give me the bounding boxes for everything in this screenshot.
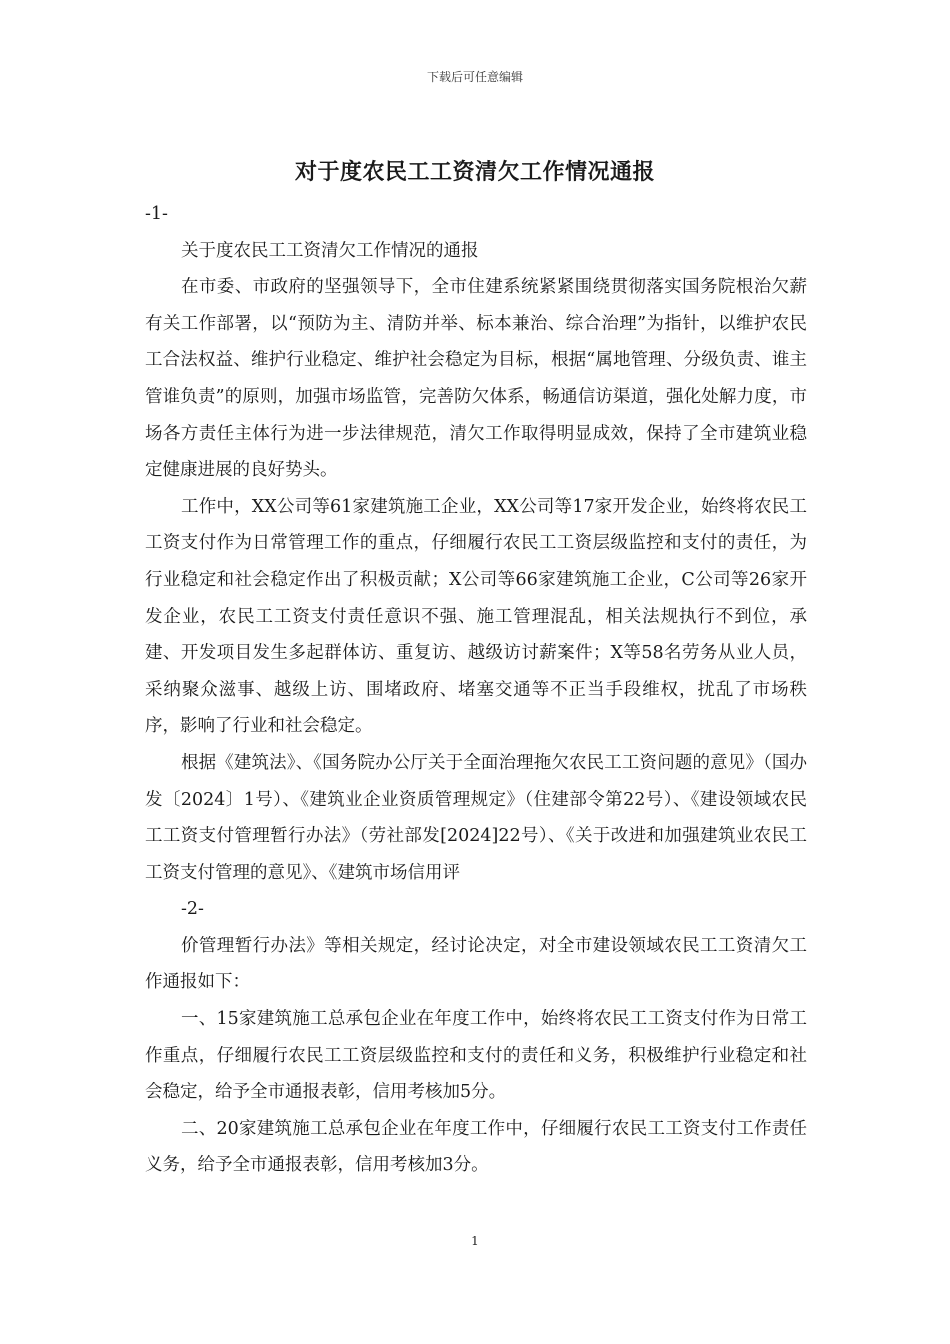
notice-subtitle: 关于度农民工工资清欠工作情况的通报	[181, 240, 479, 261]
header-note: 下载后可任意编辑	[426, 70, 523, 84]
page-marker-1: -1-	[145, 204, 168, 224]
document-title: 对于度农民工工资清欠工作情况通报	[294, 159, 655, 185]
page-number: 1	[471, 1234, 479, 1248]
paragraph-companies: 工作中，XX公司等61家建筑施工企业，XX公司等17家开发企业，始终将农民工工资支付作为日常管理工作的重点，仔细履行农民工工资层级监控和支付的责任，为行业稳定和社会稳定作出了积极贡献；X公司等66家建筑施工企业，C公司等26家开发企业，农民工工资支付责任意识不强、施工管理混乱，相关法规执行不到位，承建、开发项目发生多起群体访、重复访、越级访讨薪案件；X等58名劳务从业人员，采纳聚众滋事、越级上访、围堵政府、堵塞交通等不正当手段维权，扰乱了市场秩序，影响了行业和社会稳定。	[145, 496, 807, 737]
paragraph-item-one: 一、15家建筑施工总承包企业在年度工作中，始终将农民工工资支付作为日常工作重点，仔细履行农民工工资层级监控和支付的责任和义务，积极维护行业稳定和社会稳定，给予全市通报表彰，信用考核加5分。	[145, 1009, 807, 1103]
document-body	[145, 196, 807, 1184]
paragraph-continuation: 价管理暂行办法》等相关规定，经讨论决定，对全市建设领域农民工工资清欠工作通报如下：	[145, 935, 807, 993]
paragraph-intro: 在市委、市政府的坚强领导下，全市住建系统紧紧围绕贯彻落实国务院根治欠薪有关工作部署，以“预防为主、清防并举、标本兼治、综合治理”为指针，以维护农民工合法权益、维护行业稳定、维护社会稳定为目标，根据“属地管理、分级负责、谁主管谁负责”的原则，加强市场监管，完善防欠体系，畅通信访渠道，强化处解力度，市场各方责任主体行为进一步法律规范，清欠工作取得明显成效，保持了全市建筑业稳定健康进展的良好势头。	[145, 277, 807, 481]
paragraph-legal-basis: 根据《建筑法》、《国务院办公厅关于全面治理拖欠农民工工资问题的意见》（国办发〔2024〕1号）、《建筑业企业资质管理规定》（住建部令第22号）、《建设领域农民工工资支付管理暂行办法》（劳社部发[2024]22号）、《关于改进和加强建筑业农民工工资支付管理的意见》、《建筑市场信用评	[145, 752, 807, 883]
paragraph-item-two: 二、20家建筑施工总承包企业在年度工作中，仔细履行农民工工资支付工作责任义务，给予全市通报表彰，信用考核加3分。	[145, 1118, 807, 1176]
page-marker-2: -2-	[181, 899, 204, 920]
